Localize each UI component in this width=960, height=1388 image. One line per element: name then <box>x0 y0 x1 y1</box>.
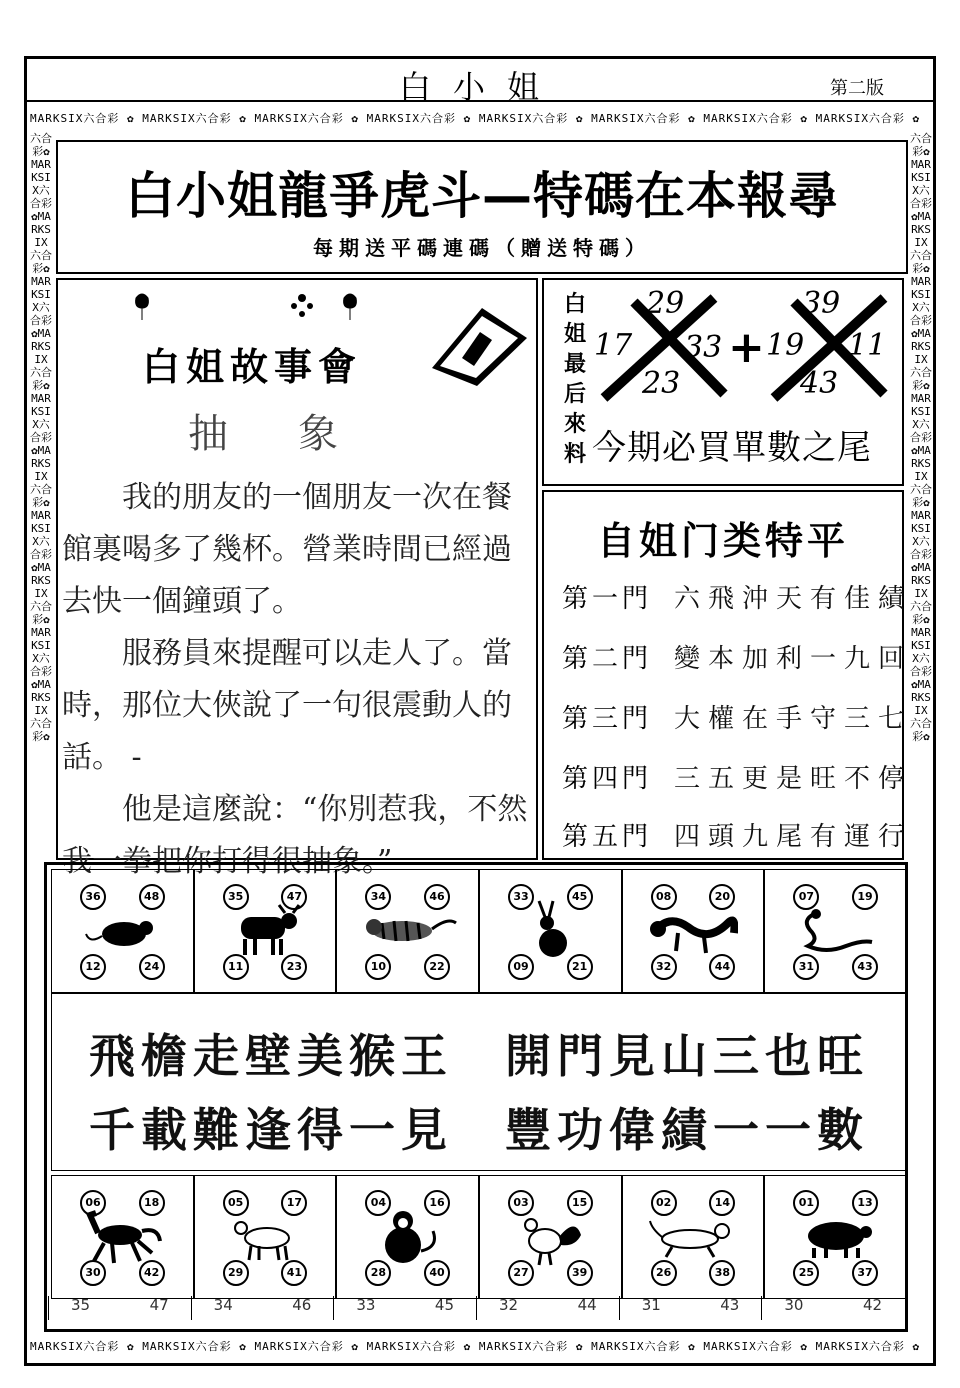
paper-title: 白小姐 <box>398 68 561 106</box>
horse-icon <box>82 1207 162 1267</box>
number-badge: 02 <box>651 1190 677 1216</box>
number-pair <box>333 1296 476 1320</box>
number-badge: 39 <box>567 1260 593 1286</box>
zodiac-cell-tiger <box>336 869 479 993</box>
zodiac-row-bottom <box>51 1175 907 1299</box>
number-badge: 43 <box>852 954 878 980</box>
tail-caption: 今期必買單數之尾 <box>592 428 872 468</box>
zodiac-cell-rabbit <box>479 869 622 993</box>
gate-label: 第五門 <box>562 822 653 852</box>
number-text: 45 <box>434 1296 455 1314</box>
story-subtitle: 抽象 <box>188 411 408 457</box>
gate-verse: 三五更是旺不停 <box>674 764 913 794</box>
number-text: 31 <box>641 1296 661 1314</box>
rabbit-icon <box>525 899 575 963</box>
headline-subtitle: 每期送平碼連碼（贈送特碼） <box>313 236 651 260</box>
zodiac-cell-goat <box>194 1175 337 1299</box>
number-badge: 25 <box>793 1260 819 1286</box>
headline-title: 白小姐龍爭虎斗—特碼在本報尋 <box>125 167 839 225</box>
gate-label: 第三門 <box>562 704 653 734</box>
number-badge: 27 <box>508 1260 534 1286</box>
number-badge: 10 <box>365 954 391 980</box>
number-text: 32 <box>499 1296 519 1314</box>
gate-verse: 四頭九尾有運行 <box>674 822 913 852</box>
tail-number: 33 <box>684 330 723 365</box>
number-badge: 18 <box>139 1190 165 1216</box>
zodiac-box <box>44 862 908 1332</box>
zodiac-cell-snake <box>764 869 907 993</box>
number-badge: 20 <box>709 884 735 910</box>
number-badge: 21 <box>567 954 593 980</box>
number-badge: 36 <box>80 884 106 910</box>
number-badge: 44 <box>709 954 735 980</box>
tulip-ornament-icon <box>132 286 372 326</box>
story-body <box>62 472 534 888</box>
zodiac-cell-dog <box>622 1175 765 1299</box>
tail-number: 19 <box>766 328 805 363</box>
zodiac-row-top <box>51 869 907 993</box>
number-badge: 42 <box>139 1260 165 1286</box>
rat-icon <box>84 908 160 954</box>
number-badge: 29 <box>223 1260 249 1286</box>
poem-line: 千載難逢得一見 豐功偉績一一數 <box>89 1103 869 1157</box>
number-badge: 09 <box>508 954 534 980</box>
number-badge: 13 <box>852 1190 878 1216</box>
poem-line: 飛檐走壁美猴王 開門見山三也旺 <box>89 1029 869 1083</box>
dog-icon <box>648 1215 738 1259</box>
number-text: 30 <box>784 1296 804 1314</box>
poem-panel <box>51 993 907 1171</box>
gates-title: 自姐门类特平 <box>596 519 849 563</box>
snake-icon <box>796 906 876 956</box>
pig-icon <box>796 1214 876 1260</box>
number-badge: 40 <box>424 1260 450 1286</box>
number-pair <box>619 1296 762 1320</box>
number-badge: 47 <box>281 884 307 910</box>
number-pair <box>191 1296 334 1320</box>
number-badge: 05 <box>223 1190 249 1216</box>
number-badge: 01 <box>793 1190 819 1216</box>
number-badge: 04 <box>365 1190 391 1216</box>
story-paragraph: 他是這麼說：“你別惹我，不然我一拳把你打得很抽象。” <box>62 792 528 879</box>
number-badge: 48 <box>139 884 165 910</box>
gates-panel <box>542 490 913 860</box>
number-badge: 28 <box>365 1260 391 1286</box>
gate-row <box>562 638 913 678</box>
number-badge: 14 <box>709 1190 735 1216</box>
number-badge: 15 <box>567 1190 593 1216</box>
gate-row <box>562 816 913 856</box>
book-icon <box>422 298 532 388</box>
story-title: 白姐故事會 <box>142 345 363 389</box>
number-badge: 16 <box>424 1190 450 1216</box>
zodiac-cell-rat <box>51 869 194 993</box>
number-badge: 41 <box>281 1260 307 1286</box>
tail-number: 23 <box>642 366 681 401</box>
gate-verse: 變本加利一九回 <box>674 644 913 674</box>
number-text: 46 <box>292 1296 312 1314</box>
number-pair <box>476 1296 619 1320</box>
hidden-number-row <box>48 1296 904 1320</box>
number-text: 33 <box>356 1296 376 1314</box>
number-badge: 08 <box>651 884 677 910</box>
gate-label: 第二門 <box>562 644 653 674</box>
left-border-strip: 六合彩✿MARKSIX六合彩✿MARKSIX六合彩✿MARKSIX六合彩✿MARKSIX六合彩✿MARKSIX六合彩✿MARKSIX六合彩✿MARKSIX六合彩✿MARKSIX六合彩✿MARKSIX六合彩✿MARKSIX六合彩✿ <box>30 132 52 743</box>
right-border-strip: 六合彩✿MARKSIX六合彩✿MARKSIX六合彩✿MARKSIX六合彩✿MARKSIX六合彩✿MARKSIX六合彩✿MARKSIX六合彩✿MARKSIX六合彩✿MARKSIX六合彩✿MARKSIX六合彩✿MARKSIX六合彩✿ <box>910 132 932 743</box>
tail-number: 29 <box>646 286 685 321</box>
gate-row <box>562 578 913 618</box>
monkey-icon <box>373 1207 443 1267</box>
number-badge: 11 <box>223 954 249 980</box>
number-pair <box>761 1296 904 1320</box>
number-badge: 26 <box>651 1260 677 1286</box>
number-badge: 17 <box>281 1190 307 1216</box>
bottom-border-strip: MARKSIX六合彩 ✿ MARKSIX六合彩 ✿ MARKSIX六合彩 ✿ MARKSIX六合彩 ✿ MARKSIX六合彩 ✿ MARKSIX六合彩 ✿ MARKSIX六合彩 ✿ MARKSIX六合彩 ✿ <box>30 1340 921 1353</box>
number-badge: 38 <box>709 1260 735 1286</box>
tail-numbers-panel <box>542 278 904 486</box>
number-pair <box>48 1296 191 1320</box>
zodiac-cell-monkey <box>336 1175 479 1299</box>
number-badge: 30 <box>80 1260 106 1286</box>
number-badge: 37 <box>852 1260 878 1286</box>
gate-label: 第一門 <box>562 584 653 614</box>
gate-row <box>562 698 913 738</box>
goat-icon <box>227 1212 303 1262</box>
number-badge: 19 <box>852 884 878 910</box>
zodiac-cell-pig <box>764 1175 907 1299</box>
gate-label: 第四門 <box>562 764 653 794</box>
number-text: 47 <box>149 1296 169 1314</box>
tail-number: 39 <box>802 286 841 321</box>
headline-banner <box>56 140 908 274</box>
tail-number: 43 <box>800 366 839 401</box>
number-badge: 22 <box>424 954 450 980</box>
edition-label: 第二版 <box>830 78 884 99</box>
number-badge: 32 <box>651 954 677 980</box>
rooster-icon <box>515 1207 585 1267</box>
zodiac-cell-rooster <box>479 1175 622 1299</box>
number-text: 34 <box>213 1296 233 1314</box>
number-badge: 33 <box>508 884 534 910</box>
gate-verse: 六飛沖天有佳績 <box>674 584 913 614</box>
dragon-icon <box>648 903 738 959</box>
number-badge: 24 <box>139 954 165 980</box>
zodiac-cell-horse <box>51 1175 194 1299</box>
story-paragraph: 我的朋友的一個朋友一次在餐館裏喝多了幾杯。營業時間已經過去快一個鐘頭了。 <box>62 480 512 619</box>
number-badge: 45 <box>567 884 593 910</box>
number-badge: 07 <box>793 884 819 910</box>
number-badge: 03 <box>508 1190 534 1216</box>
zodiac-cell-ox <box>194 869 337 993</box>
number-text: 44 <box>577 1296 597 1314</box>
tail-label: 白姐最后來料 <box>563 292 586 467</box>
number-badge: 46 <box>424 884 450 910</box>
number-text: 35 <box>71 1296 91 1314</box>
number-text: 43 <box>720 1296 740 1314</box>
tiger-icon <box>358 909 458 953</box>
story-panel <box>56 278 538 879</box>
number-badge: 23 <box>281 954 307 980</box>
number-badge: 34 <box>365 884 391 910</box>
top-border-strip: MARKSIX六合彩 ✿ MARKSIX六合彩 ✿ MARKSIX六合彩 ✿ MARKSIX六合彩 ✿ MARKSIX六合彩 ✿ MARKSIX六合彩 ✿ MARKSIX六合彩 ✿ MARKSIX六合彩 ✿ <box>30 112 921 125</box>
tail-number: 17 <box>594 328 633 363</box>
number-badge: 06 <box>80 1190 106 1216</box>
plus-sign: + <box>728 322 765 373</box>
tail-number: 11 <box>848 328 887 363</box>
gate-row <box>562 758 913 798</box>
zodiac-cell-dragon <box>622 869 765 993</box>
gate-verse: 大權在手守三七 <box>674 704 913 734</box>
number-badge: 35 <box>223 884 249 910</box>
number-badge: 31 <box>793 954 819 980</box>
number-badge: 12 <box>80 954 106 980</box>
ox-icon <box>227 903 303 959</box>
number-text: 42 <box>862 1296 883 1314</box>
story-paragraph: 服務員來提醒可以走人了。當時，那位大俠說了一句很震動人的話。 - <box>62 636 512 775</box>
